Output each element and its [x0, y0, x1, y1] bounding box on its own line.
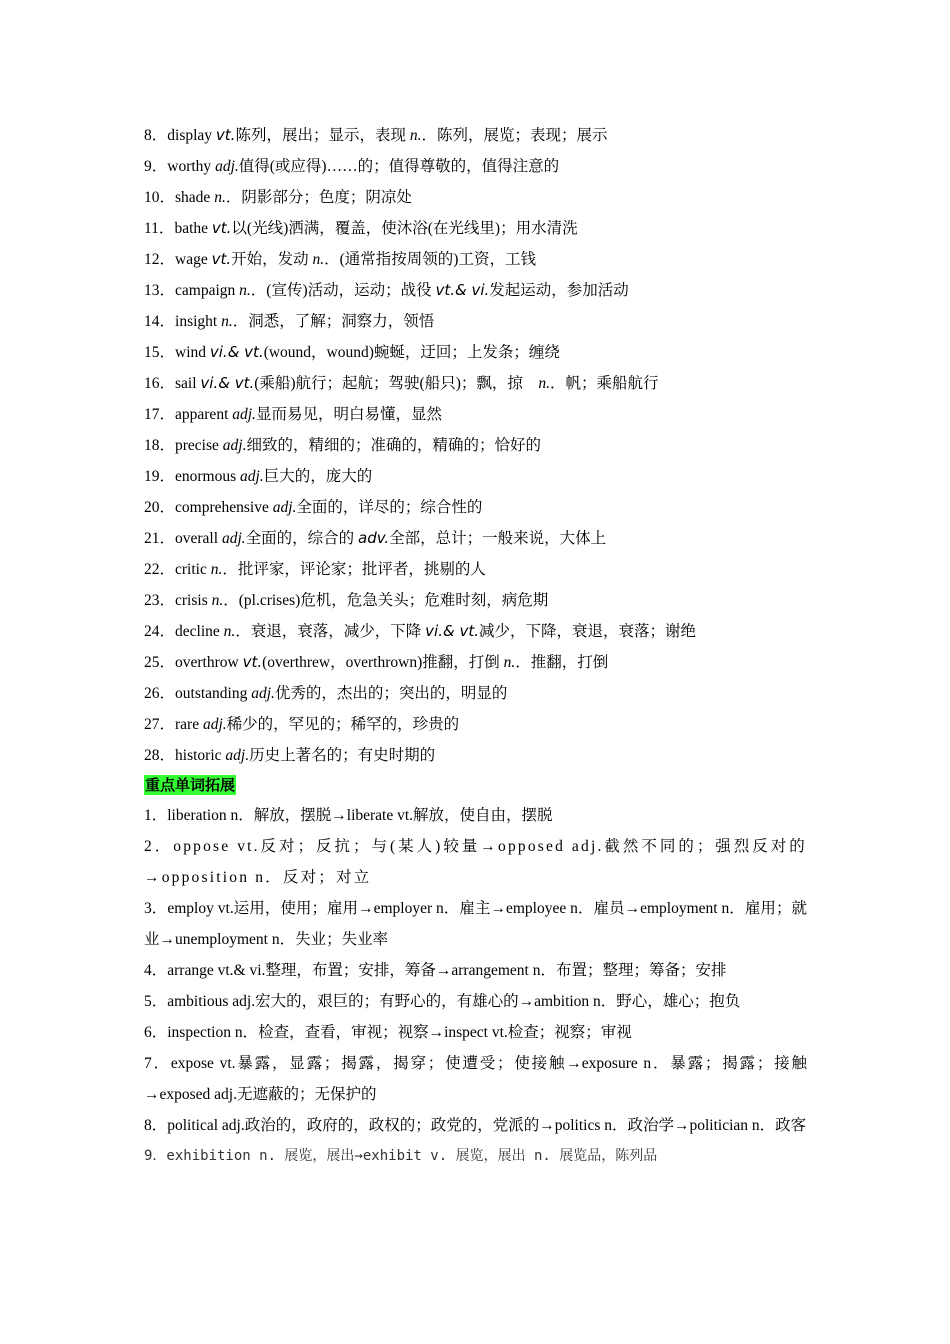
- vocab-definition: 全面的，详尽的；综合性的: [296, 499, 483, 516]
- vocab-pos-secondary: n.: [538, 375, 551, 392]
- vocab-pos: adj.: [251, 685, 275, 702]
- vocab-item: [144, 461, 807, 492]
- vocab-number: 22．: [144, 561, 176, 578]
- vocab-word: campaign: [175, 282, 240, 299]
- expansion-item-8: 8．political adj.政治的，政府的，政权的；政党的，党派的→politics n．政治学→politician n．政客: [144, 1117, 807, 1134]
- vocab-number: 9．: [144, 158, 168, 175]
- vocab-item: [144, 585, 807, 616]
- vocab-item: [144, 151, 807, 182]
- vocab-definition: 全面的，综合的: [245, 530, 359, 547]
- vocab-item: [144, 554, 807, 585]
- vocab-pos: n.: [239, 282, 251, 299]
- vocab-word: sail: [175, 375, 201, 392]
- vocab-item: [144, 213, 807, 244]
- vocab-number: 14．: [144, 313, 176, 330]
- vocab-definition: 陈列，展出；显示，表现: [235, 127, 410, 144]
- vocab-word: rare: [175, 716, 203, 733]
- section-heading-row: [144, 771, 807, 800]
- vocab-number: 17．: [144, 406, 176, 423]
- vocab-item: [144, 399, 807, 430]
- vocab-number: 12．: [144, 251, 176, 268]
- vocab-word: wage: [175, 251, 212, 268]
- vocab-pos: adj.: [215, 158, 239, 175]
- expansion-item-6: 6．inspection n．检查，查看，审视；视察→inspect vt.检查；视察；审视: [144, 1024, 632, 1041]
- vocab-item: [144, 647, 807, 678]
- vocab-item: [144, 368, 807, 399]
- vocab-item: [144, 616, 807, 647]
- vocab-number: 18．: [144, 437, 176, 454]
- vocab-item: [144, 709, 807, 740]
- vocab-word: insight: [175, 313, 222, 330]
- vocab-pos: adj.: [202, 716, 227, 733]
- expansion-item-5: 5．ambitious adj.宏大的，艰巨的；有野心的，有雄心的→ambition n．野心，雄心；抱负: [144, 993, 741, 1010]
- vocab-word: bathe: [174, 220, 212, 237]
- vocab-item: [144, 523, 807, 554]
- vocab-pos-secondary: adv.: [358, 529, 390, 547]
- vocab-pos: vt.: [242, 653, 263, 671]
- vocab-word: precise: [175, 437, 223, 454]
- vocab-definition: (乘船)航行；起航；驾驶(船只)；飘，掠: [254, 375, 539, 392]
- vocab-number: 19．: [144, 468, 176, 485]
- vocab-pos: adj.: [222, 437, 247, 454]
- vocab-item: [144, 275, 807, 306]
- vocab-pos: vt.: [215, 126, 236, 144]
- vocab-number: 23．: [144, 592, 176, 609]
- vocab-number: 27．: [144, 716, 176, 733]
- vocab-word: enormous: [175, 468, 241, 485]
- vocab-item: [144, 244, 807, 275]
- vocab-number: 10．: [144, 189, 176, 206]
- vocab-pos: adj.: [240, 468, 264, 485]
- vocab-pos-secondary: n.: [503, 654, 516, 671]
- vocab-item: [144, 306, 807, 337]
- document-content: [144, 120, 807, 1172]
- vocab-item: [144, 740, 807, 771]
- vocab-word: decline: [175, 623, 224, 640]
- vocab-pos: n.: [223, 623, 236, 640]
- vocab-word: wind: [175, 344, 210, 361]
- vocab-pos: vt.: [211, 250, 232, 268]
- vocab-number: 15．: [144, 344, 176, 361]
- vocab-definition: (overthrew，overthrown)推翻，打倒: [262, 654, 504, 671]
- vocab-definition: 稀少的，罕见的；稀罕的，珍贵的: [226, 716, 460, 733]
- vocab-number: 8．: [144, 127, 168, 144]
- vocab-item: [144, 337, 807, 368]
- vocab-definition-secondary: 发起运动，参加活动: [489, 282, 629, 299]
- vocab-pos: vi.& vt.: [209, 343, 264, 361]
- vocab-definition-secondary: ．推翻，打倒: [515, 654, 609, 671]
- vocab-pos: n.: [221, 313, 233, 330]
- vocab-number: 24．: [144, 623, 176, 640]
- vocab-definition: 值得(或应得)……的；值得尊敬的，值得注意的: [238, 158, 560, 175]
- vocab-definition: 以(光线)洒满，覆盖，使沐浴(在光线里)；用水清洗: [231, 220, 578, 237]
- vocab-number: 21．: [144, 530, 176, 547]
- vocab-pos: n.: [210, 561, 223, 578]
- vocab-pos: n.: [211, 592, 224, 609]
- vocab-definition-secondary: 全部，总计；一般来说，大体上: [389, 530, 607, 547]
- vocab-word: overall: [175, 530, 222, 547]
- vocab-word: overthrow: [175, 654, 243, 671]
- vocab-pos: adj.: [232, 406, 256, 423]
- vocab-number: 25．: [144, 654, 176, 671]
- vocab-pos-secondary: n.: [312, 251, 325, 268]
- vocab-word: shade: [175, 189, 215, 206]
- vocab-item: [144, 182, 807, 213]
- vocab-list: [144, 120, 807, 771]
- vocab-definition: 显而易见，明白易懂，显然: [255, 406, 442, 423]
- vocab-pos: adj.: [225, 747, 250, 764]
- vocab-pos: vi.& vt.: [200, 374, 255, 392]
- vocab-definition: 开始，发动: [231, 251, 313, 268]
- vocab-number: 13．: [144, 282, 176, 299]
- vocab-definition: ．阴影部分；色度；阴凉处: [225, 189, 412, 206]
- vocab-word: critic: [175, 561, 211, 578]
- vocab-definition: (wound，wound)蜿蜒，迂回；上发条；缠绕: [263, 344, 560, 361]
- vocab-definition: ．(pl.crises)危机，危急关头；危难时刻，病危期: [223, 592, 549, 609]
- expansion-item-2: 2．oppose vt.反对；反抗；与(某人)较量→opposed adj.截然不同的；强烈反对的→opposition n．反对；对立: [144, 838, 807, 886]
- vocab-definition: 历史上著名的；有史时期的: [249, 747, 436, 764]
- vocab-item: [144, 120, 807, 151]
- vocab-word: crisis: [175, 592, 212, 609]
- vocab-pos: adj.: [221, 530, 246, 547]
- vocab-pos-secondary: n.: [409, 127, 422, 144]
- vocab-definition: 优秀的，杰出的；突出的，明显的: [274, 685, 508, 702]
- vocab-number: 20．: [144, 499, 176, 516]
- vocab-word: apparent: [175, 406, 233, 423]
- vocab-definition: 细致的，精细的；准确的，精确的；恰好的: [246, 437, 541, 454]
- vocab-definition: ．衰退，衰落，减少，下降: [235, 623, 426, 640]
- vocab-word: outstanding: [175, 685, 252, 702]
- vocab-number: 16．: [144, 375, 176, 392]
- vocab-pos: vt.: [211, 219, 232, 237]
- vocab-definition: ．批评家，评论家；批评者，挑剔的人: [222, 561, 486, 578]
- vocab-definition-secondary: 减少，下降，衰退，衰落；谢绝: [478, 623, 696, 640]
- vocab-pos: adj.: [272, 499, 297, 516]
- vocab-definition-secondary: ．帆；乘船航行: [550, 375, 659, 392]
- expansion-item-4: 4．arrange vt.& vi.整理，布置；安排，筹备→arrangement n．布置；整理；筹备；安排: [144, 962, 727, 979]
- vocab-definition-secondary: ．陈列，展览；表现；展示: [421, 127, 608, 144]
- vocab-definition: 巨大的，庞大的: [263, 468, 373, 485]
- vocab-word: display: [167, 127, 216, 144]
- vocab-word: comprehensive: [175, 499, 273, 516]
- vocab-item: [144, 678, 807, 709]
- vocab-pos-secondary: vt.& vi.: [435, 281, 490, 299]
- vocab-definition: ．洞悉，了解；洞察力，领悟: [232, 313, 435, 330]
- expansion-item-3: 3．employ vt.运用，使用；雇用→employer n．雇主→employee n．雇员→employment n．雇用；就业→unemployment n．失业；失业率: [144, 900, 807, 948]
- vocab-word: worthy: [167, 158, 216, 175]
- expansion-item-9: 9．exhibition n. 展览，展出→exhibit v. 展览，展出 n. 展览品，陈列品: [144, 1148, 658, 1164]
- vocab-definition: ．(宣传)活动，运动；战役: [250, 282, 436, 299]
- vocab-pos-secondary: vi.& vt.: [425, 622, 479, 640]
- section-heading: 重点单词拓展: [145, 776, 236, 794]
- vocab-number: 11．: [144, 220, 175, 237]
- vocab-word: historic: [175, 747, 226, 764]
- vocab-definition-secondary: ．(通常指按周领的)工资，工钱: [324, 251, 536, 268]
- vocab-item: [144, 492, 807, 523]
- expansion-item-1: 1．liberation n．解放，摆脱→liberate vt.解放，使自由，摆脱: [144, 807, 553, 824]
- vocab-item: [144, 430, 807, 461]
- vocab-pos: n.: [214, 189, 226, 206]
- vocab-number: 28．: [144, 747, 176, 764]
- expansion-item-7: 7．expose vt.暴露，显露；揭露，揭穿；使遭受；使接触→exposure n．暴露；揭露；接触→exposed adj.无遮蔽的；无保护的: [144, 1055, 807, 1103]
- vocab-number: 26．: [144, 685, 176, 702]
